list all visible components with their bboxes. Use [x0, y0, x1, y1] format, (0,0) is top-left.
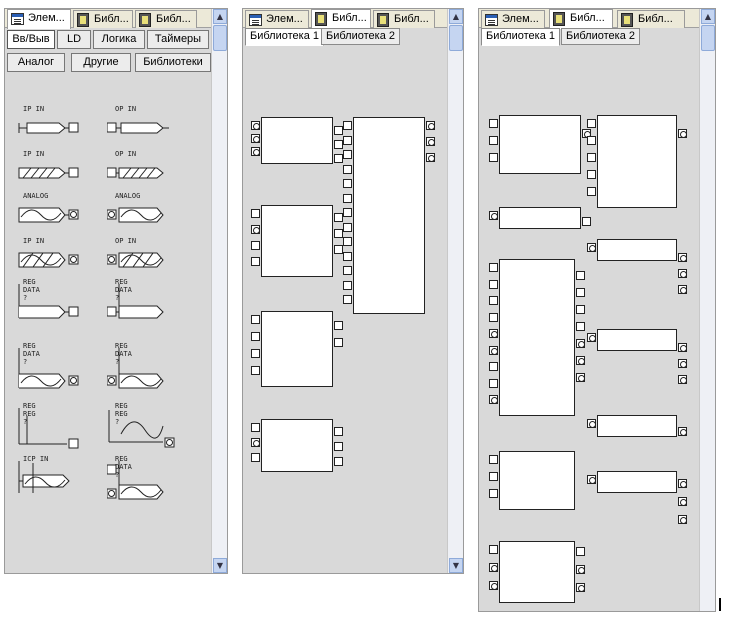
input-port[interactable] — [251, 332, 260, 341]
tab-library-a[interactable]: Библ... — [549, 9, 613, 29]
scroll-up-arrow-icon[interactable]: ▲ — [701, 9, 715, 24]
output-port[interactable] — [678, 129, 687, 138]
library-book-icon — [621, 13, 633, 27]
library1-panel — [242, 8, 464, 574]
element-symbol-label: OP IN — [115, 105, 137, 113]
tab-library-b[interactable]: Библ... — [135, 10, 197, 28]
tab-library-1[interactable]: Библиотека 1 — [481, 28, 560, 46]
input-port[interactable] — [343, 179, 352, 188]
input-port[interactable] — [489, 395, 498, 404]
output-port[interactable] — [678, 285, 687, 294]
element-symbol[interactable] — [17, 455, 92, 505]
category-other-button[interactable]: Другие — [71, 53, 131, 72]
output-port[interactable] — [582, 217, 591, 226]
function-block[interactable] — [261, 419, 333, 472]
output-port[interactable] — [576, 288, 585, 297]
input-port[interactable] — [251, 453, 260, 462]
library-book-icon — [553, 12, 565, 26]
category-libraries-button[interactable]: Библиотеки — [135, 53, 211, 72]
input-port[interactable] — [343, 295, 352, 304]
output-port[interactable] — [334, 245, 343, 254]
element-symbol-label: OP IN — [115, 237, 137, 245]
element-symbol-label: IP IN — [23, 150, 45, 158]
input-port[interactable] — [489, 545, 498, 554]
tab-library-b[interactable]: Библ... — [373, 10, 435, 28]
category-timers-button[interactable]: Таймеры — [147, 30, 209, 49]
function-block[interactable] — [597, 115, 677, 208]
input-port[interactable] — [489, 581, 498, 590]
input-port[interactable] — [251, 315, 260, 324]
output-port[interactable] — [576, 583, 585, 592]
input-port[interactable] — [489, 362, 498, 371]
input-port[interactable] — [587, 170, 596, 179]
input-port[interactable] — [343, 165, 352, 174]
output-port[interactable] — [334, 140, 343, 149]
output-port[interactable] — [334, 427, 343, 436]
input-port[interactable] — [489, 329, 498, 338]
input-port[interactable] — [489, 280, 498, 289]
output-port[interactable] — [334, 229, 343, 238]
scroll-thumb[interactable] — [449, 25, 463, 51]
input-port[interactable] — [587, 243, 596, 252]
input-port[interactable] — [251, 209, 260, 218]
function-block[interactable] — [499, 115, 581, 174]
output-port[interactable] — [334, 213, 343, 222]
category-analog-button[interactable]: Аналог — [7, 53, 65, 72]
input-port[interactable] — [587, 419, 596, 428]
input-port[interactable] — [251, 225, 260, 234]
output-port[interactable] — [678, 343, 687, 352]
output-port[interactable] — [576, 356, 585, 365]
tab-library-2[interactable]: Библиотека 2 — [561, 28, 640, 45]
elements-panel — [4, 8, 228, 574]
element-symbol-label: REG REG ? — [23, 402, 36, 426]
input-port[interactable] — [251, 366, 260, 375]
library-book-icon — [77, 13, 89, 27]
tab-library-b[interactable]: Библ... — [617, 10, 685, 28]
element-symbol[interactable] — [17, 278, 92, 328]
element-symbol[interactable] — [107, 402, 182, 452]
scroll-thumb[interactable] — [213, 25, 227, 51]
tab-elements[interactable]: Элем... — [481, 10, 545, 28]
input-port[interactable] — [251, 257, 260, 266]
output-port[interactable] — [426, 137, 435, 146]
element-symbol-label: IP IN — [23, 237, 45, 245]
input-port[interactable] — [587, 475, 596, 484]
tab-elements[interactable]: Элем... — [7, 9, 71, 29]
input-port[interactable] — [343, 281, 352, 290]
element-symbol[interactable] — [17, 342, 92, 392]
library2-panel — [478, 8, 716, 612]
input-port[interactable] — [343, 121, 352, 130]
function-block[interactable] — [353, 117, 425, 314]
scrollbar[interactable] — [211, 9, 227, 573]
output-port[interactable] — [678, 359, 687, 368]
input-port[interactable] — [343, 150, 352, 159]
input-port[interactable] — [489, 211, 498, 220]
element-symbol-label: ICP IN — [23, 455, 49, 463]
input-port[interactable] — [343, 208, 352, 217]
function-block[interactable] — [261, 205, 333, 277]
output-port[interactable] — [334, 126, 343, 135]
element-symbol[interactable] — [107, 105, 182, 155]
element-list-icon — [485, 14, 498, 26]
tab-library-2[interactable]: Библиотека 2 — [321, 28, 400, 45]
scroll-down-arrow-icon[interactable]: ▼ — [449, 558, 463, 573]
element-list-icon — [249, 14, 262, 26]
output-port[interactable] — [334, 338, 343, 347]
input-port[interactable] — [587, 333, 596, 342]
output-port[interactable] — [576, 271, 585, 280]
input-port[interactable] — [489, 153, 498, 162]
element-symbol[interactable] — [107, 192, 182, 242]
library-book-icon — [139, 13, 151, 27]
element-symbol-label: REG DATA ? — [115, 342, 132, 366]
element-symbol-label: REG DATA ? — [23, 342, 40, 366]
input-port[interactable] — [251, 241, 260, 250]
output-port[interactable] — [678, 427, 687, 436]
text-cursor — [719, 598, 721, 611]
output-port[interactable] — [678, 497, 687, 506]
input-port[interactable] — [587, 153, 596, 162]
input-port[interactable] — [251, 423, 260, 432]
input-port[interactable] — [343, 252, 352, 261]
input-port[interactable] — [251, 121, 260, 130]
function-block[interactable] — [261, 117, 333, 164]
library-book-icon — [315, 12, 327, 26]
element-symbol-icon — [107, 196, 182, 242]
function-block[interactable] — [499, 541, 575, 603]
element-symbol-label: OP IN — [115, 150, 137, 158]
category-io-button[interactable]: Вв/Выв — [7, 30, 55, 49]
input-port[interactable] — [489, 472, 498, 481]
input-port[interactable] — [489, 489, 498, 498]
output-port[interactable] — [426, 121, 435, 130]
function-block[interactable] — [261, 311, 333, 387]
element-symbol[interactable] — [107, 342, 182, 392]
input-port[interactable] — [343, 237, 352, 246]
output-port[interactable] — [678, 515, 687, 524]
scroll-thumb[interactable] — [701, 25, 715, 51]
tab-elements[interactable]: Элем... — [245, 10, 309, 28]
output-port[interactable] — [426, 153, 435, 162]
function-block[interactable] — [499, 451, 575, 510]
input-port[interactable] — [489, 263, 498, 272]
function-block[interactable] — [499, 259, 575, 416]
scroll-up-arrow-icon[interactable]: ▲ — [213, 9, 227, 24]
element-symbol[interactable] — [17, 105, 92, 155]
output-port[interactable] — [678, 253, 687, 262]
input-port[interactable] — [587, 136, 596, 145]
window-tabbar — [243, 9, 447, 28]
function-block[interactable] — [499, 207, 581, 229]
output-port[interactable] — [678, 269, 687, 278]
input-port[interactable] — [343, 194, 352, 203]
library-book-icon — [377, 13, 389, 27]
input-port[interactable] — [343, 223, 352, 232]
output-port[interactable] — [576, 565, 585, 574]
scroll-up-arrow-icon[interactable]: ▲ — [449, 9, 463, 24]
output-port[interactable] — [678, 375, 687, 384]
input-port[interactable] — [343, 136, 352, 145]
input-port[interactable] — [489, 455, 498, 464]
category-logic-button[interactable]: Логика — [93, 30, 145, 49]
input-port[interactable] — [251, 134, 260, 143]
input-port[interactable] — [251, 438, 260, 447]
category-ld-button[interactable]: LD — [57, 30, 91, 49]
element-symbol-icon — [17, 196, 92, 242]
output-port[interactable] — [678, 479, 687, 488]
input-port[interactable] — [587, 187, 596, 196]
window-tabbar — [479, 9, 699, 28]
output-port[interactable] — [576, 373, 585, 382]
element-symbol[interactable] — [17, 402, 92, 452]
input-port[interactable] — [489, 346, 498, 355]
input-port[interactable] — [489, 313, 498, 322]
tab-library-1[interactable]: Библиотека 1 — [245, 28, 324, 46]
output-port[interactable] — [334, 154, 343, 163]
element-symbol-label: ANALOG — [23, 192, 49, 200]
output-port[interactable] — [334, 442, 343, 451]
function-block[interactable] — [597, 471, 677, 493]
scroll-down-arrow-icon[interactable]: ▼ — [213, 558, 227, 573]
window-tabbar — [5, 9, 211, 28]
element-symbol-label: REG DATA ? — [23, 278, 40, 302]
output-port[interactable] — [334, 457, 343, 466]
tab-library-a[interactable]: Библ... — [311, 9, 371, 29]
element-symbol-label: REG REG ? — [115, 402, 128, 426]
input-port[interactable] — [343, 266, 352, 275]
element-symbol-icon — [107, 109, 182, 155]
output-port[interactable] — [576, 305, 585, 314]
output-port[interactable] — [576, 339, 585, 348]
function-block[interactable] — [597, 329, 677, 351]
function-block[interactable] — [597, 239, 677, 261]
output-port[interactable] — [576, 322, 585, 331]
function-block[interactable] — [597, 415, 677, 437]
element-symbol-icon — [17, 109, 92, 155]
input-port[interactable] — [251, 147, 260, 156]
scrollbar[interactable] — [447, 9, 463, 573]
element-list-icon — [11, 13, 24, 25]
input-port[interactable] — [489, 296, 498, 305]
element-symbol[interactable] — [107, 278, 182, 328]
scrollbar[interactable] — [699, 9, 715, 611]
input-port[interactable] — [587, 119, 596, 128]
output-port[interactable] — [576, 547, 585, 556]
output-port[interactable] — [334, 321, 343, 330]
element-symbol[interactable] — [17, 192, 92, 242]
element-symbol-label: ANALOG — [115, 192, 141, 200]
input-port[interactable] — [251, 349, 260, 358]
input-port[interactable] — [489, 136, 498, 145]
tab-library-a[interactable]: Библ... — [73, 10, 133, 28]
element-symbol-label: REG DATA ? — [115, 455, 132, 479]
input-port[interactable] — [489, 379, 498, 388]
input-port[interactable] — [489, 119, 498, 128]
input-port[interactable] — [489, 563, 498, 572]
element-symbol-icon — [17, 459, 92, 505]
element-symbol[interactable] — [107, 455, 182, 505]
element-symbol-label: REG DATA ? — [115, 278, 132, 302]
element-symbol-label: IP IN — [23, 105, 45, 113]
